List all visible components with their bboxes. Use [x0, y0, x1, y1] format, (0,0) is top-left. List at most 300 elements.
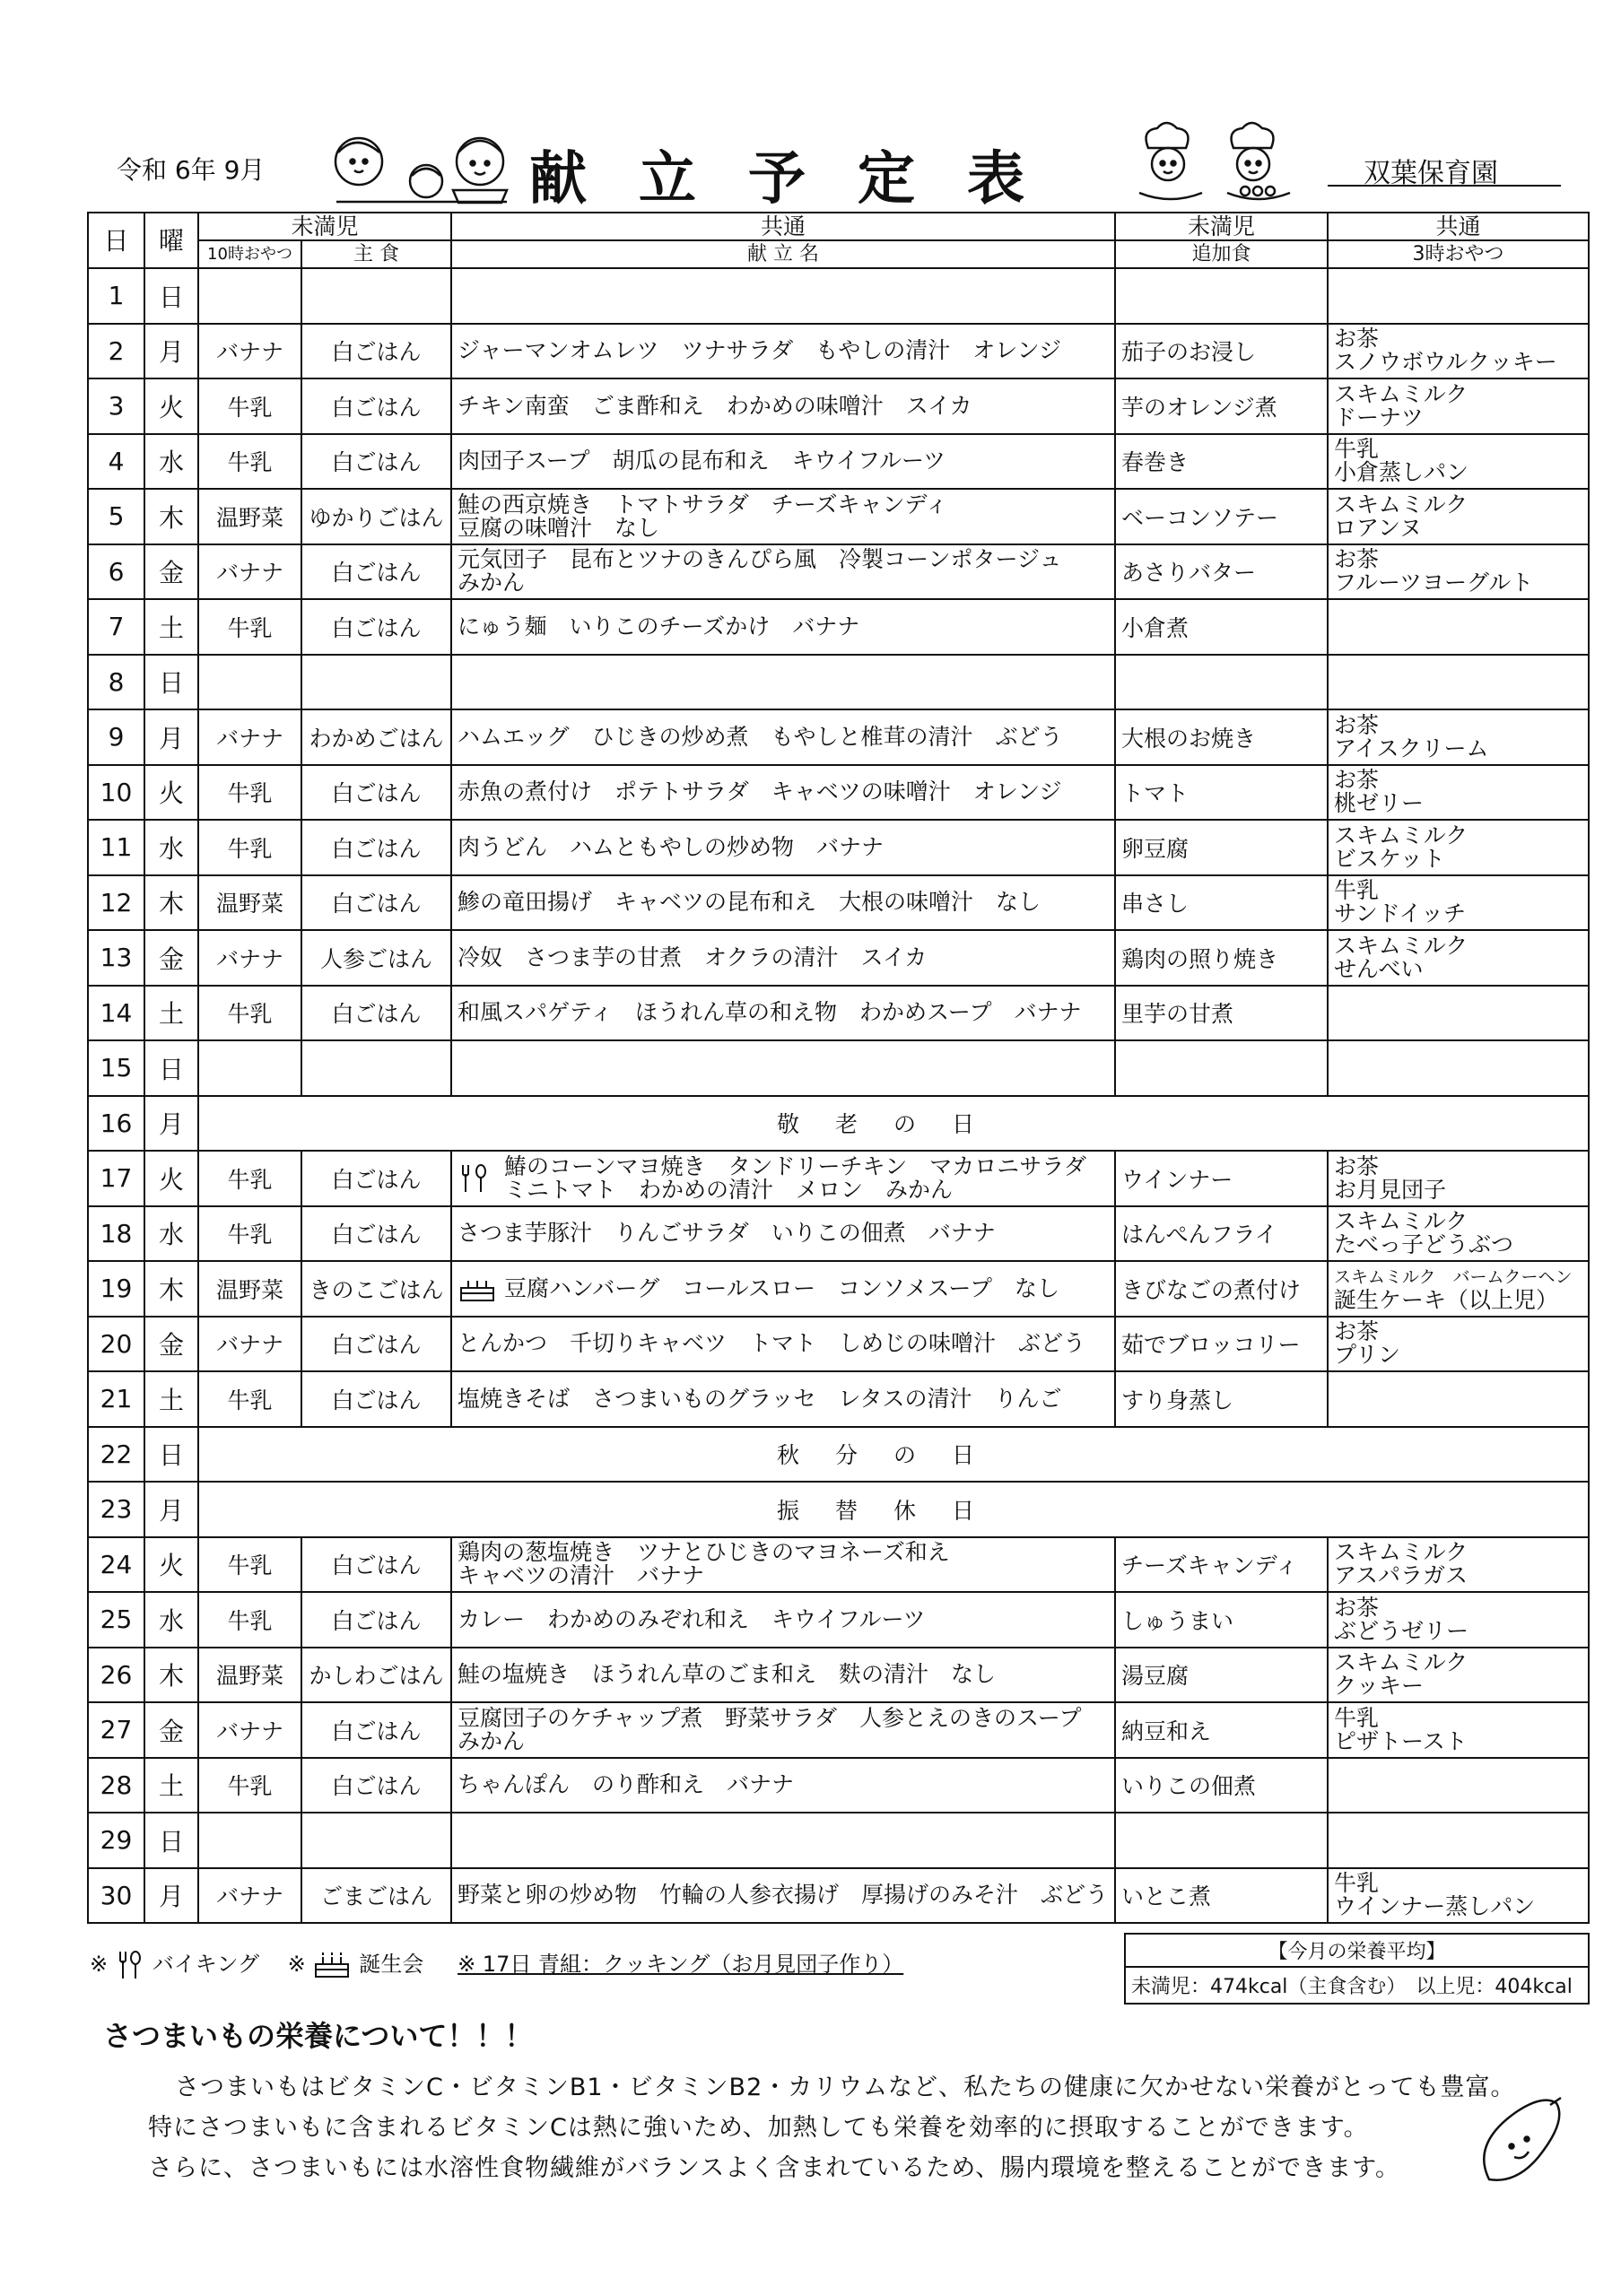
- sweet-potato-illustration: [1471, 2094, 1570, 2193]
- snack-3-line: ドーナツ: [1334, 404, 1424, 430]
- snack-3-line: 誕生ケーキ（以上児）: [1334, 1286, 1559, 1313]
- day-number: 26: [88, 1648, 144, 1703]
- extra-food: 芋のオレンジ煮: [1115, 378, 1328, 434]
- holiday-name: 振替休日: [198, 1482, 1589, 1537]
- staple-food: 白ごはん: [301, 1317, 451, 1372]
- snack-3-line: スキムミルク: [1334, 380, 1468, 407]
- nutrition-box: [1124, 1933, 1590, 2005]
- snack-3: [1328, 544, 1589, 600]
- extra-food: トマト: [1115, 765, 1328, 821]
- col-dow: 曜: [144, 213, 198, 268]
- day-number: 24: [88, 1537, 144, 1593]
- snack-10: 牛乳: [198, 434, 301, 490]
- menu-row: [88, 986, 1589, 1041]
- staple-food: [301, 1813, 451, 1868]
- day-number: 12: [88, 875, 144, 931]
- extra-food: 納豆和え: [1115, 1702, 1328, 1758]
- day-number: 18: [88, 1206, 144, 1262]
- staple-food: 白ごはん: [301, 1702, 451, 1758]
- snack-3-line: お茶: [1334, 1594, 1380, 1621]
- extra-food: ウインナー: [1115, 1151, 1328, 1206]
- snack-3-line: アイスクリーム: [1334, 735, 1489, 761]
- snack-10: バナナ: [198, 1702, 301, 1758]
- staple-food: [301, 1040, 451, 1096]
- day-of-week: 土: [144, 986, 198, 1041]
- menu-items: [451, 986, 1115, 1041]
- col-group-under: 未満児: [198, 213, 451, 240]
- day-of-week: 水: [144, 1206, 198, 1262]
- day-of-week: 木: [144, 1261, 198, 1317]
- day-of-week: 木: [144, 1648, 198, 1703]
- menu-line: カレー わかめのみぞれ和え キウイフルーツ: [458, 1605, 926, 1632]
- day-number: 10: [88, 765, 144, 821]
- col-menu: 献 立 名: [451, 240, 1115, 268]
- day-number: 30: [88, 1868, 144, 1924]
- nutrition-value: 未満児：474kcal（主食含む） 以上児：404kcal: [1131, 1976, 1573, 1998]
- menu-row: [88, 655, 1589, 710]
- menu-items: [451, 1040, 1115, 1096]
- menu-row: [88, 1427, 1589, 1483]
- day-of-week: 火: [144, 1151, 198, 1206]
- snack-3: [1328, 1040, 1589, 1096]
- snack-3: [1328, 268, 1589, 324]
- page-title: 献立予定表: [529, 145, 1076, 213]
- day-of-week: 木: [144, 875, 198, 931]
- snack-3-line: お月見団子: [1334, 1176, 1447, 1203]
- snack-3: [1328, 1151, 1589, 1206]
- snack-3: [1328, 1317, 1589, 1372]
- menu-line: 赤魚の煮付け ポテトサラダ キャベツの味噌汁 オレンジ: [458, 778, 1062, 805]
- day-of-week: 土: [144, 1758, 198, 1813]
- snack-3-line: プリン: [1334, 1342, 1401, 1369]
- col-day: 日: [88, 213, 144, 268]
- extra-food: 卵豆腐: [1115, 820, 1328, 875]
- day-of-week: 日: [144, 1427, 198, 1483]
- day-number: 6: [88, 544, 144, 600]
- snack-3-line: スキムミルク: [1334, 932, 1468, 959]
- staple-food: 白ごはん: [301, 986, 451, 1041]
- snack-3: [1328, 1702, 1589, 1758]
- extra-food: いとこ煮: [1115, 1868, 1328, 1924]
- snack-10: 牛乳: [198, 765, 301, 821]
- menu-row: [88, 820, 1589, 875]
- menu-items: [451, 1261, 1115, 1317]
- day-of-week: 金: [144, 544, 198, 600]
- staple-food: 白ごはん: [301, 1151, 451, 1206]
- snack-3-line: スキムミルク バームクーヘン: [1334, 1266, 1573, 1287]
- snack-3-line: 桃ゼリー: [1334, 790, 1425, 817]
- snack-3-line: ロアンヌ: [1334, 514, 1423, 541]
- birthday-cake-icon: [312, 1950, 352, 1980]
- extra-food: きびなごの煮付け: [1115, 1261, 1328, 1317]
- day-number: 9: [88, 709, 144, 765]
- extra-food: 茄子のお浸し: [1115, 324, 1328, 379]
- menu-line: 鶏肉の葱塩焼き ツナとひじきのマヨネーズ和え: [458, 1539, 950, 1566]
- snack-10: 温野菜: [198, 489, 301, 544]
- menu-row: [88, 1206, 1589, 1262]
- day-number: 14: [88, 986, 144, 1041]
- legend-viking: バイキング: [152, 1952, 260, 1977]
- menu-line: ハムエッグ ひじきの炒め煮 もやしと椎茸の清汁 ぶどう: [458, 723, 1063, 750]
- snack-3-line: クッキー: [1334, 1673, 1425, 1700]
- snack-3: [1328, 765, 1589, 821]
- snack-3: [1328, 1592, 1589, 1648]
- extra-food: [1115, 1813, 1328, 1868]
- menu-row: [88, 1261, 1589, 1317]
- menu-items: [451, 1592, 1115, 1648]
- menu-table: [87, 212, 1590, 1924]
- menu-row: [88, 1151, 1589, 1206]
- day-of-week: 月: [144, 324, 198, 379]
- snack-10: 牛乳: [198, 1151, 301, 1206]
- col-staple: 主 食: [301, 240, 451, 268]
- menu-row: [88, 434, 1589, 490]
- day-number: 27: [88, 1702, 144, 1758]
- snack-10: [198, 1040, 301, 1096]
- snack-10: バナナ: [198, 324, 301, 379]
- menu-row: [88, 1096, 1589, 1152]
- snack-3-line: お茶: [1334, 1318, 1380, 1345]
- staple-food: [301, 268, 451, 324]
- snack-3: [1328, 820, 1589, 875]
- staple-food: 白ごはん: [301, 820, 451, 875]
- menu-items: [451, 1702, 1115, 1758]
- day-number: 7: [88, 599, 144, 655]
- snack-10: 温野菜: [198, 875, 301, 931]
- snack-3-line: スキムミルク: [1334, 822, 1468, 848]
- menu-items: [451, 434, 1115, 490]
- staple-food: 白ごはん: [301, 434, 451, 490]
- extra-food: すり身蒸し: [1115, 1371, 1328, 1427]
- menu-line: みかん: [458, 570, 526, 596]
- snack-3-line: アスパラガス: [1334, 1562, 1468, 1589]
- staple-food: 白ごはん: [301, 378, 451, 434]
- snack-3-line: お茶: [1334, 767, 1380, 794]
- menu-items: [451, 378, 1115, 434]
- day-of-week: 水: [144, 1592, 198, 1648]
- extra-food: 鶏肉の照り焼き: [1115, 930, 1328, 986]
- menu-items: [451, 765, 1115, 821]
- extra-food: 小倉煮: [1115, 599, 1328, 655]
- legend-mark-2: ※: [287, 1952, 306, 1977]
- day-number: 19: [88, 1261, 144, 1317]
- menu-line: 豆腐の味噌汁 なし: [458, 514, 660, 541]
- snack-3: [1328, 1813, 1589, 1868]
- snack-10: [198, 1813, 301, 1868]
- snack-3: [1328, 1758, 1589, 1813]
- menu-line: 鮭の西京焼き トマトサラダ チーズキャンディ: [458, 491, 948, 517]
- menu-items: [451, 544, 1115, 600]
- day-of-week: 月: [144, 1096, 198, 1152]
- extra-food: いりこの佃煮: [1115, 1758, 1328, 1813]
- snack-3-line: お茶: [1334, 711, 1380, 738]
- snack-10: 牛乳: [198, 1758, 301, 1813]
- day-number: 16: [88, 1096, 144, 1152]
- article-line-3: さらに、さつまいもには水溶性食物繊維がバランスよく含まれているため、腸内環境を整えることができます。: [148, 2154, 1400, 2182]
- menu-row: [88, 930, 1589, 986]
- day-of-week: 水: [144, 820, 198, 875]
- snack-3-line: ピザトースト: [1334, 1727, 1468, 1754]
- staple-food: 白ごはん: [301, 1206, 451, 1262]
- menu-line: 野菜と卵の炒め物 竹輪の人参衣揚げ 厚揚げのみそ汁 ぶどう: [458, 1882, 1109, 1909]
- day-number: 3: [88, 378, 144, 434]
- menu-items: [451, 875, 1115, 931]
- snack-3: [1328, 378, 1589, 434]
- day-of-week: 火: [144, 765, 198, 821]
- era-month: 令和 6年 9月: [117, 155, 266, 185]
- snack-3: [1328, 655, 1589, 710]
- menu-line: 豆腐団子のケチャップ煮 野菜サラダ 人参とえのきのスープ: [458, 1704, 1082, 1731]
- staple-food: 白ごはん: [301, 1537, 451, 1593]
- day-of-week: 日: [144, 1813, 198, 1868]
- day-number: 5: [88, 489, 144, 544]
- snack-10: バナナ: [198, 1868, 301, 1924]
- menu-line: さつま芋豚汁 りんごサラダ いりこの佃煮 バナナ: [458, 1220, 996, 1247]
- snack-10: バナナ: [198, 709, 301, 765]
- snack-3: [1328, 434, 1589, 490]
- col-group-common: 共通: [451, 213, 1115, 240]
- snack-3: [1328, 709, 1589, 765]
- extra-food: 串さし: [1115, 875, 1328, 931]
- legend-birthday: 誕生会: [359, 1952, 424, 1977]
- col-snack3: 3時おやつ: [1328, 240, 1589, 268]
- staple-food: きのこごはん: [301, 1261, 451, 1317]
- menu-line: 肉うどん ハムともやしの炒め物 バナナ: [458, 833, 885, 860]
- snack-10: 温野菜: [198, 1648, 301, 1703]
- menu-items: [451, 930, 1115, 986]
- snack-3-line: お茶: [1334, 1152, 1380, 1179]
- staple-food: かしわごはん: [301, 1648, 451, 1703]
- day-of-week: 火: [144, 1537, 198, 1593]
- menu-row: [88, 1648, 1589, 1703]
- snack-3-line: フルーツヨーグルト: [1334, 570, 1534, 596]
- menu-line: 冷奴 さつま芋の甘煮 オクラの清汁 スイカ: [458, 944, 928, 970]
- menu-items: [451, 1371, 1115, 1427]
- children-cooking-illustration: [318, 126, 525, 211]
- snack-3-line: スキムミルク: [1334, 1649, 1468, 1676]
- menu-row: [88, 1758, 1589, 1813]
- snack-3-line: 牛乳: [1334, 436, 1380, 463]
- snack-3: [1328, 599, 1589, 655]
- extra-food: 春巻き: [1115, 434, 1328, 490]
- menu-line: ミニトマト わかめの清汁 メロン みかん: [504, 1176, 954, 1203]
- snack-3: [1328, 1868, 1589, 1924]
- day-number: 29: [88, 1813, 144, 1868]
- staple-food: ゆかりごはん: [301, 489, 451, 544]
- staple-food: 白ごはん: [301, 1758, 451, 1813]
- menu-line: 元気団子 昆布とツナのきんぴら風 冷製コーンポタージュ: [458, 546, 1062, 573]
- day-number: 15: [88, 1040, 144, 1096]
- extra-food: ベーコンソテー: [1115, 489, 1328, 544]
- extra-food: あさりバター: [1115, 544, 1328, 600]
- menu-row: [88, 765, 1589, 821]
- article-line-1: さつまいもはビタミンC・ビタミンB1・ビタミンB2・カリウムなど、私たちの健康に欠かせない栄養がとっても豊富。: [175, 2074, 1516, 2101]
- day-of-week: 金: [144, 1317, 198, 1372]
- menu-line: ジャーマンオムレツ ツナサラダ もやしの清汁 オレンジ: [458, 337, 1062, 364]
- snack-3: [1328, 1206, 1589, 1262]
- staple-food: 白ごはん: [301, 544, 451, 600]
- nutrition-heading: 【今月の栄養平均】: [1126, 1935, 1588, 1968]
- legend-mark-1: ※: [90, 1952, 109, 1977]
- extra-food: チーズキャンディ: [1115, 1537, 1328, 1593]
- legend-cooking-note: ※ 17日 青組：クッキング（お月見団子作り）: [458, 1952, 904, 1977]
- snack-10: 牛乳: [198, 599, 301, 655]
- day-number: 25: [88, 1592, 144, 1648]
- menu-line: 和風スパゲティ ほうれん草の和え物 わかめスープ バナナ: [458, 999, 1082, 1026]
- staple-food: 白ごはん: [301, 1592, 451, 1648]
- birthday-cake-icon: [458, 1274, 497, 1304]
- menu-line: とんかつ 千切りキャベツ トマト しめじの味噌汁 ぶどう: [458, 1330, 1086, 1357]
- menu-line: 鮭の塩焼き ほうれん草のごま和え 麩の清汁 なし: [458, 1661, 997, 1688]
- snack-3-line: スノウボウルクッキー: [1334, 349, 1557, 376]
- staple-food: 白ごはん: [301, 599, 451, 655]
- menu-line: 肉団子スープ 胡瓜の昆布和え キウイフルーツ: [458, 448, 946, 474]
- day-of-week: 火: [144, 378, 198, 434]
- snack-3: [1328, 324, 1589, 379]
- menu-row: [88, 268, 1589, 324]
- holiday-name: 敬老の日: [198, 1096, 1589, 1152]
- menu-items: [451, 1206, 1115, 1262]
- col-snack10: 10時おやつ: [198, 240, 301, 268]
- snack-3-line: お茶: [1334, 546, 1380, 573]
- menu-line: 豆腐ハンバーグ コールスロー コンソメスープ なし: [504, 1274, 1060, 1301]
- day-number: 1: [88, 268, 144, 324]
- day-of-week: 日: [144, 268, 198, 324]
- snack-10: 牛乳: [198, 1537, 301, 1593]
- menu-items: [451, 1537, 1115, 1593]
- staple-food: わかめごはん: [301, 709, 451, 765]
- staple-food: 白ごはん: [301, 1371, 451, 1427]
- menu-items: [451, 489, 1115, 544]
- day-of-week: 土: [144, 599, 198, 655]
- extra-food: 大根のお焼き: [1115, 709, 1328, 765]
- snack-3-line: 牛乳: [1334, 877, 1380, 904]
- snack-10: 牛乳: [198, 1371, 301, 1427]
- menu-items: [451, 1758, 1115, 1813]
- staple-food: 白ごはん: [301, 765, 451, 821]
- snack-3-line: せんべい: [1334, 955, 1424, 982]
- day-of-week: 月: [144, 709, 198, 765]
- day-of-week: 水: [144, 434, 198, 490]
- menu-row: [88, 1592, 1589, 1648]
- snack-3: [1328, 1537, 1589, 1593]
- snack-10: 温野菜: [198, 1261, 301, 1317]
- col-group-common2: 共通: [1328, 213, 1589, 240]
- staple-food: 人参ごはん: [301, 930, 451, 986]
- staple-food: [301, 655, 451, 710]
- day-of-week: 月: [144, 1868, 198, 1924]
- menu-line: にゅう麺 いりこのチーズかけ バナナ: [458, 613, 860, 639]
- menu-line: キャベツの清汁 バナナ: [458, 1562, 705, 1589]
- snack-3: [1328, 930, 1589, 986]
- day-number: 4: [88, 434, 144, 490]
- snack-3: [1328, 489, 1589, 544]
- snack-3-line: お茶: [1334, 326, 1380, 352]
- snack-3-line: 牛乳: [1334, 1870, 1380, 1897]
- extra-food: [1115, 1040, 1328, 1096]
- menu-items: [451, 268, 1115, 324]
- staple-food: 白ごはん: [301, 324, 451, 379]
- extra-food: しゅうまい: [1115, 1592, 1328, 1648]
- menu-row: [88, 1317, 1589, 1372]
- snack-3-line: スキムミルク: [1334, 1539, 1468, 1566]
- snack-3-line: スキムミルク: [1334, 1208, 1468, 1235]
- menu-line: みかん: [458, 1727, 526, 1754]
- menu-items: [451, 1151, 1115, 1206]
- day-number: 17: [88, 1151, 144, 1206]
- menu-row: [88, 1371, 1589, 1427]
- snack-3-line: ぶどうゼリー: [1334, 1617, 1469, 1644]
- menu-line: 鯵の竜田揚げ キャベツの昆布和え 大根の味噌汁 なし: [458, 889, 1041, 916]
- snack-3-line: ウインナー蒸しパン: [1334, 1893, 1536, 1920]
- extra-food: はんぺんフライ: [1115, 1206, 1328, 1262]
- menu-row: [88, 1813, 1589, 1868]
- menu-items: [451, 1813, 1115, 1868]
- snack-3-line: 牛乳: [1334, 1704, 1380, 1731]
- school-underline: [1328, 185, 1561, 187]
- menu-items: [451, 709, 1115, 765]
- menu-line: ちゃんぽん のり酢和え バナナ: [458, 1771, 795, 1798]
- cutlery-icon: [115, 1950, 145, 1980]
- extra-food: 茹でブロッコリー: [1115, 1317, 1328, 1372]
- snack-3: [1328, 875, 1589, 931]
- menu-row: [88, 709, 1589, 765]
- snack-3-line: サンドイッチ: [1334, 900, 1467, 927]
- cutlery-icon: [458, 1163, 497, 1194]
- day-of-week: 日: [144, 1040, 198, 1096]
- day-of-week: 日: [144, 655, 198, 710]
- day-number: 2: [88, 324, 144, 379]
- menu-items: [451, 1648, 1115, 1703]
- chefs-illustration: [1130, 121, 1310, 211]
- snack-10: バナナ: [198, 544, 301, 600]
- extra-food: [1115, 655, 1328, 710]
- snack-10: [198, 268, 301, 324]
- menu-line: 塩焼きそば さつまいものグラッセ レタスの清汁 りんご: [458, 1385, 1062, 1412]
- menu-items: [451, 1317, 1115, 1372]
- snack-10: 牛乳: [198, 378, 301, 434]
- snack-3-line: たべっ子どうぶつ: [1334, 1231, 1514, 1258]
- day-number: 11: [88, 820, 144, 875]
- snack-3: [1328, 986, 1589, 1041]
- menu-row: [88, 378, 1589, 434]
- day-number: 8: [88, 655, 144, 710]
- day-of-week: 金: [144, 930, 198, 986]
- menu-items: [451, 599, 1115, 655]
- day-number: 28: [88, 1758, 144, 1813]
- menu-line: チキン南蛮 ごま酢和え わかめの味噌汁 スイカ: [458, 392, 972, 419]
- menu-row: [88, 1482, 1589, 1537]
- snack-3: [1328, 1371, 1589, 1427]
- staple-food: 白ごはん: [301, 875, 451, 931]
- snack-3-line: スキムミルク: [1334, 491, 1468, 517]
- legend: [90, 1946, 903, 1980]
- staple-food: ごまごはん: [301, 1868, 451, 1924]
- snack-3-line: ビスケット: [1334, 845, 1445, 872]
- day-of-week: 金: [144, 1702, 198, 1758]
- menu-row: [88, 599, 1589, 655]
- extra-food: [1115, 268, 1328, 324]
- snack-10: 牛乳: [198, 986, 301, 1041]
- snack-10: [198, 655, 301, 710]
- menu-row: [88, 1702, 1589, 1758]
- menu-row: [88, 1537, 1589, 1593]
- snack-3: [1328, 1261, 1589, 1317]
- day-of-week: 木: [144, 489, 198, 544]
- day-number: 23: [88, 1482, 144, 1537]
- menu-row: [88, 544, 1589, 600]
- day-number: 22: [88, 1427, 144, 1483]
